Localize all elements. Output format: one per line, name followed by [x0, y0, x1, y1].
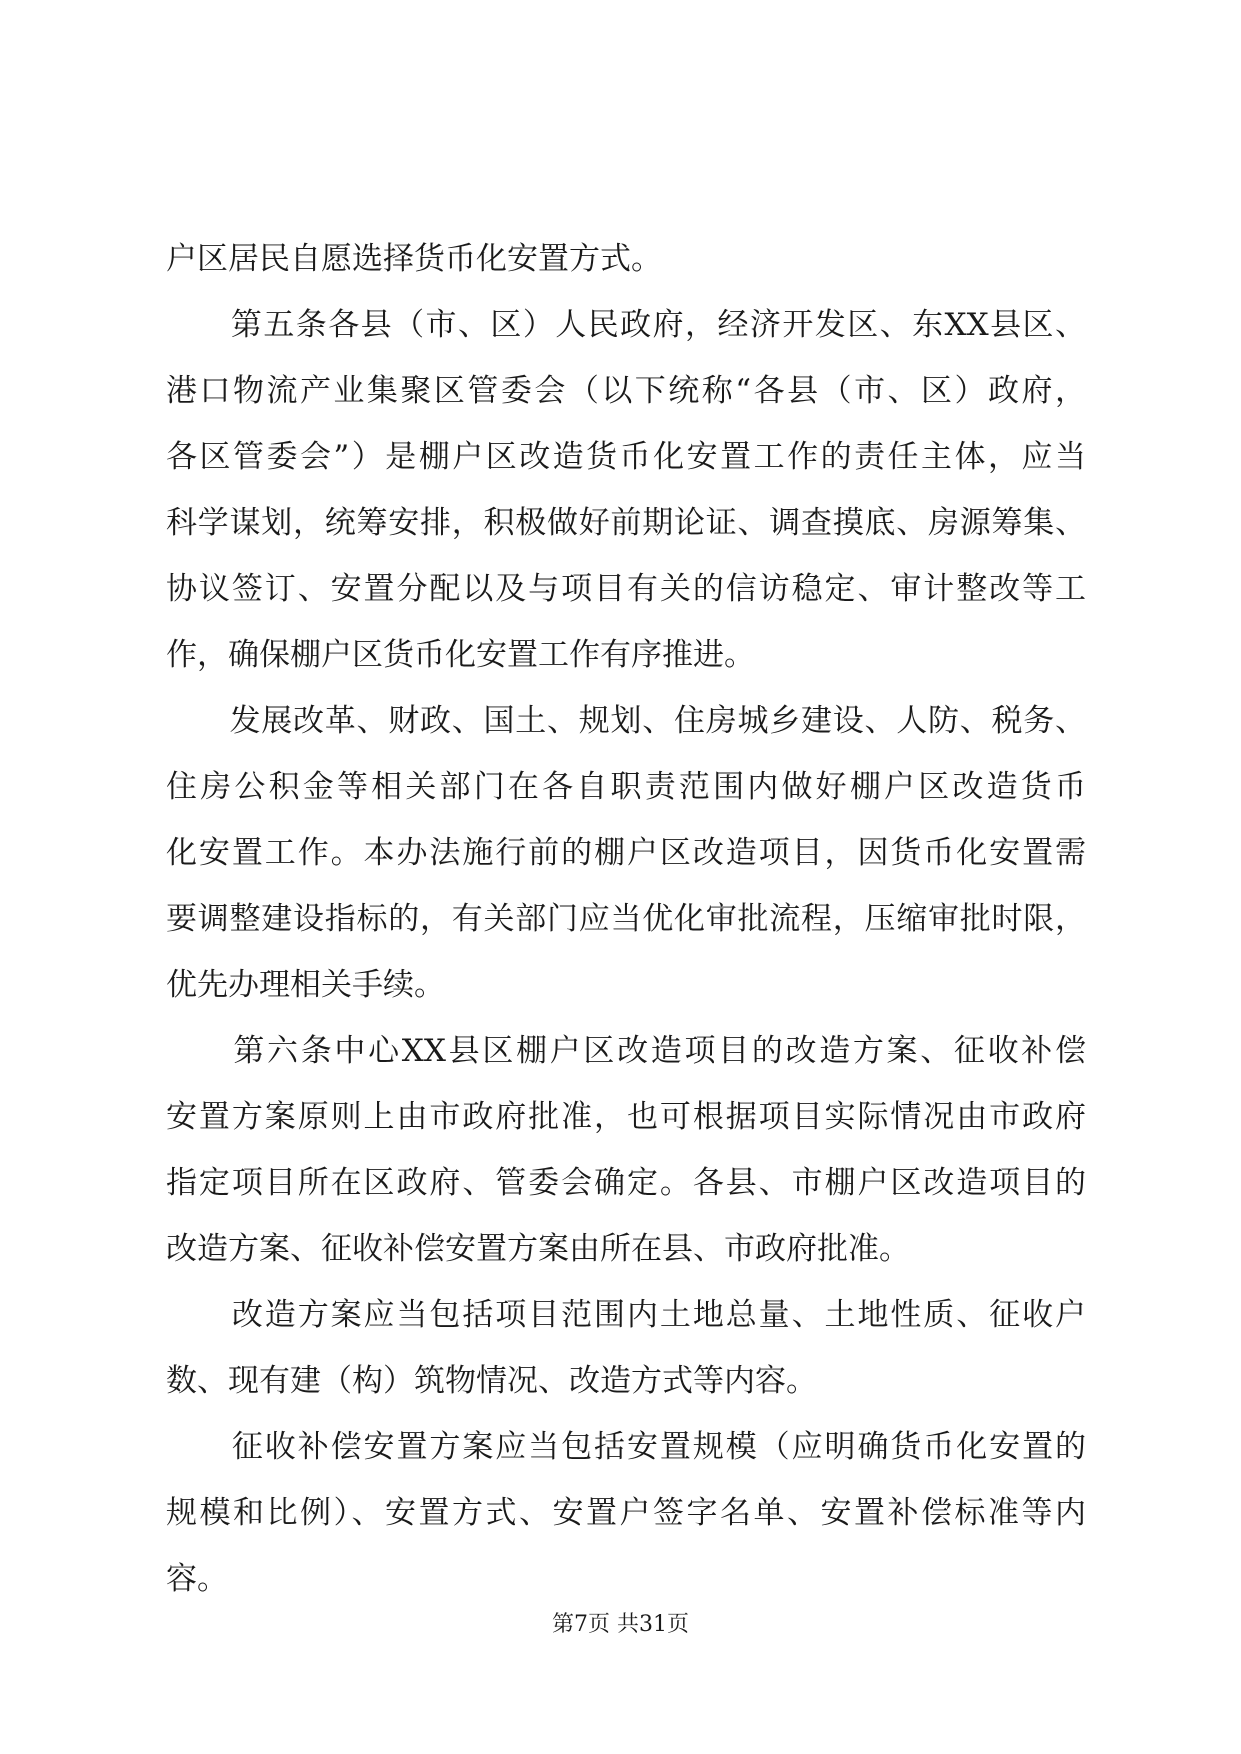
text-line-8: 发展改革、财政、国土、规划、住房城乡建设、人防、税务、	[166, 703, 1086, 739]
text-line-13: 第六条中心XX县区棚户区改造项目的改造方案、征收补偿	[166, 1033, 1086, 1069]
text-line-3: 港口物流产业集聚区管委会（以下统称“各县（市、区）政府，	[166, 373, 1086, 409]
page-number-label: 第7页 共31页	[552, 1612, 689, 1637]
body-text	[166, 226, 1086, 1612]
text-line-12: 优先办理相关手续。	[166, 967, 445, 1003]
text-line-5: 科学谋划，统筹安排，积极做好前期论证、调查摸底、房源筹集、	[166, 505, 1086, 541]
text-line-6: 协议签订、安置分配以及与项目有关的信访稳定、审计整改等工	[166, 571, 1086, 607]
text-line-10: 化安置工作。本办法施行前的棚户区改造项目，因货币化安置需	[166, 835, 1086, 871]
text-line-9: 住房公积金等相关部门在各自职责范围内做好棚户区改造货币	[166, 769, 1086, 805]
text-line-17: 改造方案应当包括项目范围内土地总量、土地性质、征收户	[166, 1297, 1086, 1333]
text-line-2: 第五条各县（市、区）人民政府，经济开发区、东XX县区、	[166, 307, 1086, 343]
text-line-20: 规模和比例）、安置方式、安置户签字名单、安置补偿标准等内	[166, 1495, 1086, 1531]
text-line-15: 指定项目所在区政府、管委会确定。各县、市棚户区改造项目的	[166, 1165, 1086, 1201]
text-line-19: 征收补偿安置方案应当包括安置规模（应明确货币化安置的	[166, 1429, 1086, 1465]
text-line-16: 改造方案、征收补偿安置方案由所在县、市政府批准。	[166, 1231, 910, 1267]
page-footer	[0, 1610, 1241, 1640]
text-line-11: 要调整建设指标的，有关部门应当优化审批流程，压缩审批时限，	[166, 901, 1086, 937]
text-line-21: 容。	[166, 1561, 228, 1597]
text-line-7: 作，确保棚户区货币化安置工作有序推进。	[166, 637, 755, 673]
text-line-18: 数、现有建（构）筑物情况、改造方式等内容。	[166, 1363, 817, 1399]
text-line-4: 各区管委会”）是棚户区改造货币化安置工作的责任主体，应当	[166, 439, 1086, 475]
text-line-14: 安置方案原则上由市政府批准，也可根据项目实际情况由市政府	[166, 1099, 1086, 1135]
text-line-1: 户区居民自愿选择货币化安置方式。	[166, 241, 662, 277]
